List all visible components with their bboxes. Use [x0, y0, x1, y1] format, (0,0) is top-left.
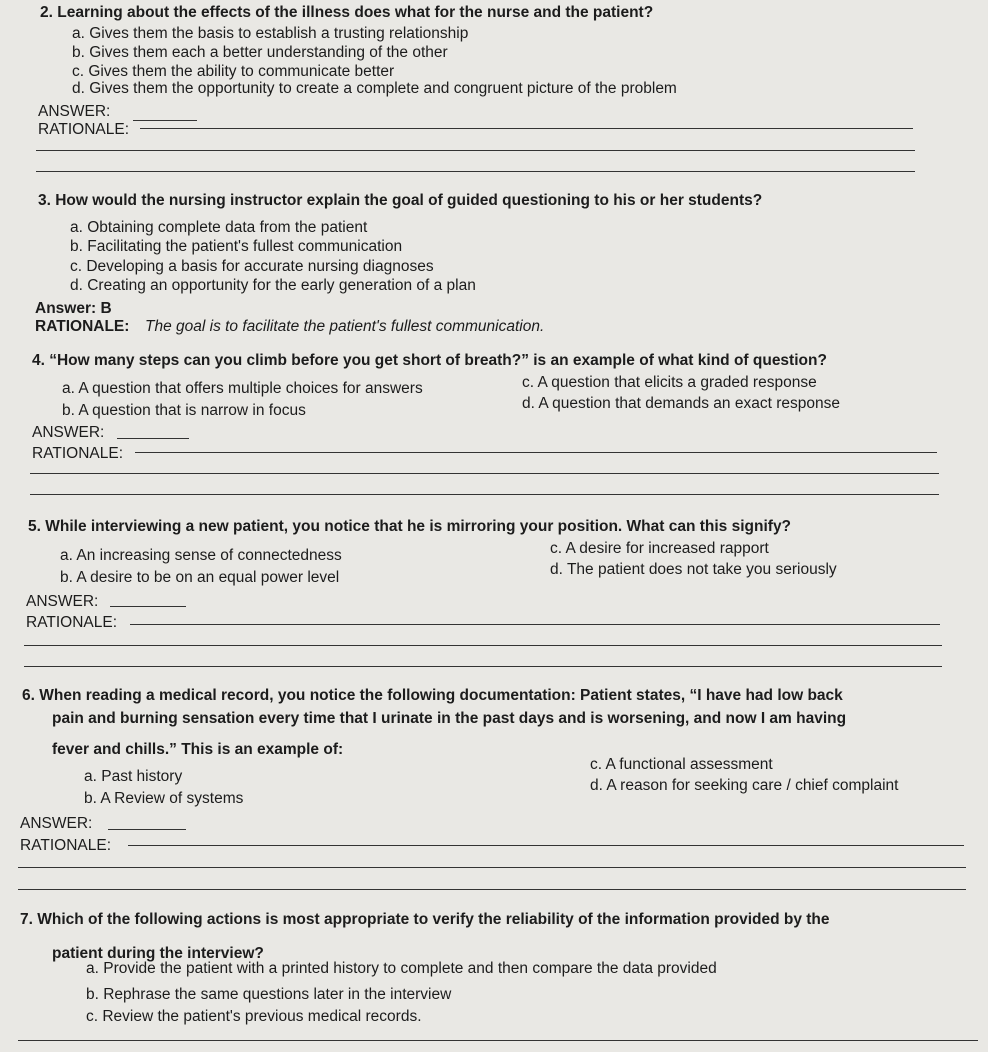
q4-rationale-blank-3[interactable]	[30, 494, 939, 495]
q5-answer-label: ANSWER:	[26, 593, 99, 610]
q6-option-d: d. A reason for seeking care / chief complaint	[590, 777, 899, 794]
q3-answer: Answer: B	[35, 300, 112, 317]
q4-rationale-blank-2[interactable]	[30, 473, 939, 474]
q4-answer-blank[interactable]	[117, 438, 189, 439]
q5-rationale-label: RATIONALE:	[26, 614, 118, 631]
q6-option-b: b. A Review of systems	[84, 790, 244, 807]
q2-rationale-blank-2[interactable]	[36, 150, 915, 151]
q7-stem-line-1: 7. Which of the following actions is most appropriate to verify the reliability of the information provided by the	[20, 911, 830, 928]
q3-option-d: d. Creating an opportunity for the early generation of a plan	[70, 277, 476, 294]
q4-answer-label: ANSWER:	[32, 424, 105, 441]
q7-option-a: a. Provide the patient with a printed history to complete and then compare the data provided	[86, 960, 717, 977]
q4-option-b: b. A question that is narrow in focus	[62, 402, 306, 419]
q5-rationale-blank-2[interactable]	[24, 645, 942, 646]
q5-answer-blank[interactable]	[110, 606, 186, 607]
q5-option-b: b. A desire to be on an equal power level	[60, 569, 340, 586]
q3-option-b: b. Facilitating the patient's fullest communication	[70, 238, 403, 255]
q5-option-c: c. A desire for increased rapport	[550, 540, 769, 557]
q4-option-a: a. A question that offers multiple choices for answers	[62, 380, 423, 397]
q7-option-c: c. Review the patient's previous medical records.	[86, 1008, 422, 1025]
q6-stem-line-1: 6. When reading a medical record, you notice the following documentation: Patient states, “I have had low back	[22, 687, 843, 704]
q5-option-d: d. The patient does not take you seriously	[550, 561, 837, 578]
q6-rationale-blank-3[interactable]	[18, 889, 966, 890]
q7-stem-line-2: patient during the interview?	[52, 945, 264, 962]
q2-option-d: d. Gives them the opportunity to create a complete and congruent picture of the problem	[72, 80, 677, 97]
q2-rationale-label: RATIONALE:	[38, 121, 130, 138]
q2-option-c: c. Gives them the ability to communicate better	[72, 63, 395, 80]
q3-rationale-text: The goal is to facilitate the patient's fullest communication.	[145, 318, 545, 335]
q5-rationale-blank-1[interactable]	[130, 624, 940, 625]
q3-rationale-label: RATIONALE:	[35, 318, 130, 335]
q6-rationale-blank-2[interactable]	[18, 867, 966, 868]
q7-option-b: b. Rephrase the same questions later in the interview	[86, 986, 452, 1003]
q2-rationale-blank-3[interactable]	[36, 171, 915, 172]
q5-stem: 5. While interviewing a new patient, you notice that he is mirroring your position. What can this signify?	[28, 518, 792, 535]
q6-stem-line-2: pain and burning sensation every time that I urinate in the past days and is worsening, and now I am having	[52, 710, 847, 727]
q3-option-a: a. Obtaining complete data from the patient	[70, 219, 368, 236]
page-bottom-rule	[18, 1040, 978, 1041]
q2-answer-blank[interactable]	[133, 120, 197, 121]
q6-rationale-blank-1[interactable]	[128, 845, 964, 846]
q5-rationale-blank-3[interactable]	[24, 666, 942, 667]
q6-option-c: c. A functional assessment	[590, 756, 773, 773]
q6-answer-label: ANSWER:	[20, 815, 93, 832]
q4-option-c: c. A question that elicits a graded response	[522, 374, 817, 391]
q2-rationale-blank-1[interactable]	[140, 128, 913, 129]
q2-option-a: a. Gives them the basis to establish a trusting relationship	[72, 25, 469, 42]
q2-option-b: b. Gives them each a better understanding of the other	[72, 44, 448, 61]
q2-stem: 2. Learning about the effects of the illness does what for the nurse and the patient?	[40, 4, 654, 21]
q6-stem-line-3: fever and chills.” This is an example of:	[52, 741, 344, 758]
q4-rationale-label: RATIONALE:	[32, 445, 124, 462]
q6-option-a: a. Past history	[84, 768, 183, 785]
q4-stem: 4. “How many steps can you climb before you get short of breath?” is an example of what kind of question?	[32, 352, 827, 369]
q3-option-c: c. Developing a basis for accurate nursing diagnoses	[70, 258, 434, 275]
q4-option-d: d. A question that demands an exact response	[522, 395, 840, 412]
q2-answer-label: ANSWER:	[38, 103, 111, 120]
q5-option-a: a. An increasing sense of connectedness	[60, 547, 342, 564]
q3-stem: 3. How would the nursing instructor explain the goal of guided questioning to his or her students?	[38, 192, 763, 209]
q6-rationale-label: RATIONALE:	[20, 837, 112, 854]
q4-rationale-blank-1[interactable]	[135, 452, 937, 453]
q6-answer-blank[interactable]	[108, 829, 186, 830]
